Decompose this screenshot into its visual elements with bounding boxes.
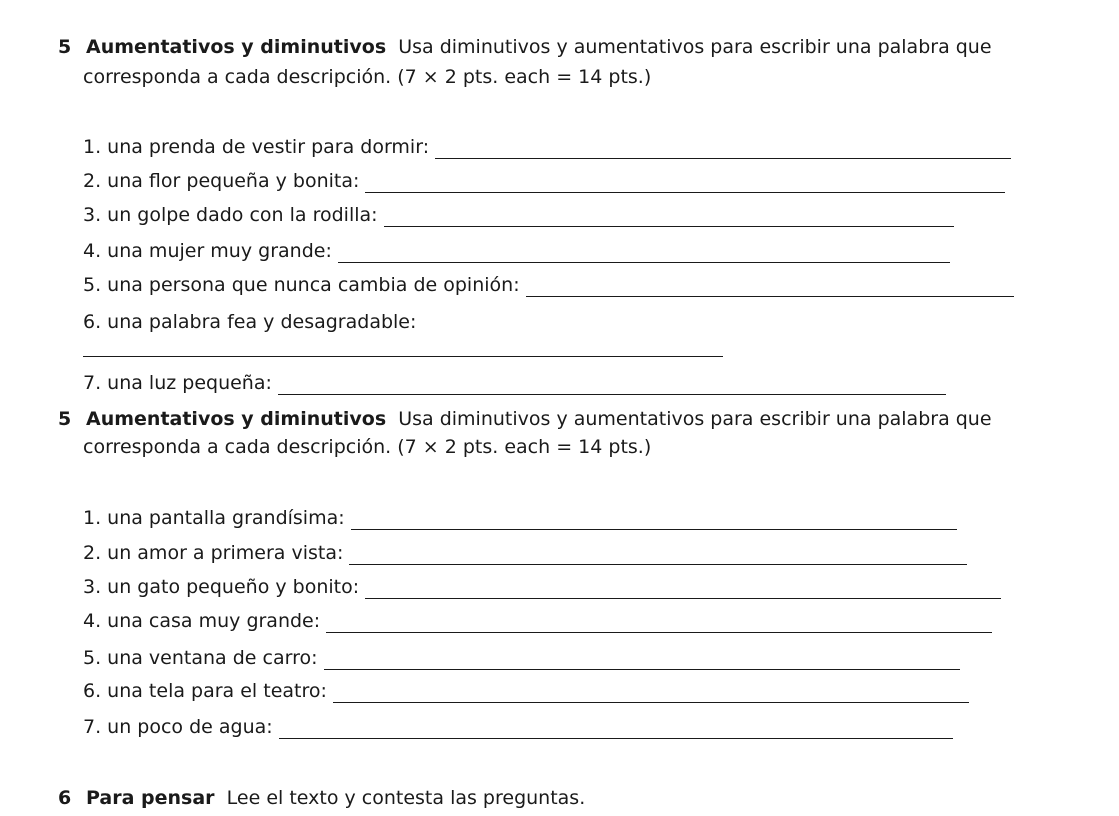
section2-item-2 (83, 541, 967, 565)
item-label: 5. una persona que nunca cambia de opinión: (83, 274, 520, 296)
answer-blank[interactable] (326, 614, 992, 633)
section2-item-1 (83, 506, 957, 530)
section1-instructions-line1: Usa diminutivos y aumentativos para escribir una palabra que (398, 36, 992, 58)
item-label: 7. una luz pequeña: (83, 372, 272, 394)
answer-blank[interactable] (338, 244, 950, 263)
item-label: 4. una mujer muy grande: (83, 240, 332, 262)
answer-blank[interactable] (278, 376, 946, 395)
section2-item-6 (83, 679, 969, 703)
answer-blank[interactable] (351, 511, 957, 530)
section1-instructions-line2: corresponda a cada descripción. (7 × 2 pts. each = 14 pts.) (83, 66, 652, 88)
section1-item-4 (83, 239, 950, 263)
item-label: 4. una casa muy grande: (83, 610, 321, 632)
section2-heading (58, 407, 992, 431)
section1-title: Aumentativos y diminutivos (86, 36, 387, 58)
item-label: 2. un amor a primera vista: (83, 542, 344, 564)
item-label: 5. una ventana de carro: (83, 647, 318, 669)
answer-blank[interactable] (324, 651, 960, 670)
item-label: 1. una prenda de vestir para dormir: (83, 136, 430, 158)
section1-number: 5 (58, 36, 72, 58)
section3-heading (58, 786, 585, 810)
section2-title: Aumentativos y diminutivos (86, 408, 387, 430)
section1-item-2 (83, 169, 1005, 193)
answer-blank[interactable] (435, 140, 1011, 159)
section1-item-5 (83, 273, 1014, 297)
item-label: 3. un gato pequeño y bonito: (83, 576, 360, 598)
answer-blank[interactable] (365, 174, 1005, 193)
item-label: 7. un poco de agua: (83, 716, 273, 738)
section2-item-7 (83, 715, 953, 739)
answer-blank[interactable] (333, 684, 969, 703)
item-label: 6. una palabra fea y desagradable: (83, 311, 417, 333)
section2-item-4 (83, 609, 992, 633)
answer-blank[interactable] (83, 356, 723, 357)
item-label: 2. una flor pequeña y bonita: (83, 170, 360, 192)
section2-instructions-line1: Usa diminutivos y aumentativos para escribir una palabra que (398, 408, 992, 430)
section1-item-7 (83, 371, 946, 395)
section1-item-6 (83, 310, 416, 334)
answer-blank[interactable] (526, 278, 1014, 297)
answer-blank[interactable] (365, 580, 1001, 599)
answer-blank[interactable] (384, 208, 954, 227)
section1-item-1 (83, 135, 1011, 159)
section1-item-3 (83, 203, 954, 227)
answer-blank[interactable] (279, 720, 953, 739)
section1-heading (58, 35, 992, 59)
section3-title: Para pensar (86, 787, 215, 809)
section3-number: 6 (58, 787, 72, 809)
section2-instructions-line2: corresponda a cada descripción. (7 × 2 pts. each = 14 pts.) (83, 436, 652, 458)
answer-blank[interactable] (349, 546, 967, 565)
item-label: 3. un golpe dado con la rodilla: (83, 204, 378, 226)
section3-instructions: Lee el texto y contesta las preguntas. (226, 787, 586, 809)
section2-item-3 (83, 575, 1001, 599)
item-label: 6. una tela para el teatro: (83, 680, 327, 702)
item-label: 1. una pantalla grandísima: (83, 507, 345, 529)
section2-number: 5 (58, 408, 72, 430)
section2-item-5 (83, 646, 960, 670)
